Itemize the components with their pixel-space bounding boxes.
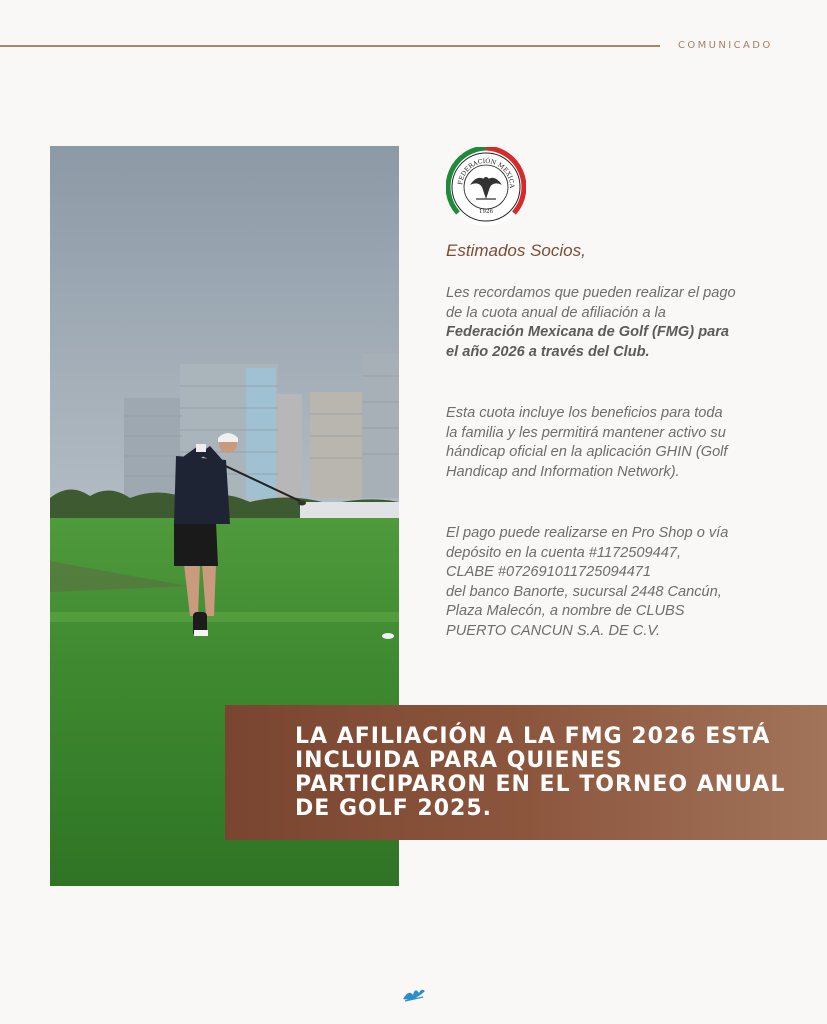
logo-year: 1926 [479, 209, 493, 215]
logo-arc-text: FEDERACIÓN MEXICA [457, 157, 516, 189]
announcement-banner [225, 705, 827, 840]
bank-line-branch: del banco Banorte, sucursal 2448 Cancún, Plaza Malecón, a nombre de CLUBS PUERTO CANCUN S.A. DE C.V. [446, 583, 722, 639]
header-label: COMUNICADO [678, 40, 773, 51]
greeting: Estimados Socios, [446, 241, 586, 260]
paragraph-bank-details [446, 524, 736, 642]
paragraph-payment-lead: Les recordamos que pueden realizar el pago de la cuota anual de afiliación a la [446, 285, 736, 321]
bank-line-clabe: CLABE #072691011725094471 [446, 564, 652, 581]
paragraph-payment-bold: Federación Mexicana de Golf (FMG) para el año 2026 a través del Club. [446, 324, 730, 360]
paragraph-benefits: Esta cuota incluye los beneficios para toda la familia y les permitirá mantener activo su hándicap oficial en la aplicación GHIN (Golf Handicap and Information Network). [446, 405, 728, 480]
fmg-logo [446, 147, 526, 227]
paragraph-payment [446, 284, 736, 362]
banner-text: LA AFILIACIÓN A LA FMG 2026 ESTÁ INCLUIDA PARA QUIENES PARTICIPARON EN EL TORNEO ANUAL DE GOLF 2025. [295, 724, 786, 821]
header-divider [0, 45, 660, 47]
club-logo-icon [401, 985, 427, 1003]
bank-line-account: El pago puede realizarse en Pro Shop o vía depósito en la cuenta #1172509447, [446, 525, 729, 561]
